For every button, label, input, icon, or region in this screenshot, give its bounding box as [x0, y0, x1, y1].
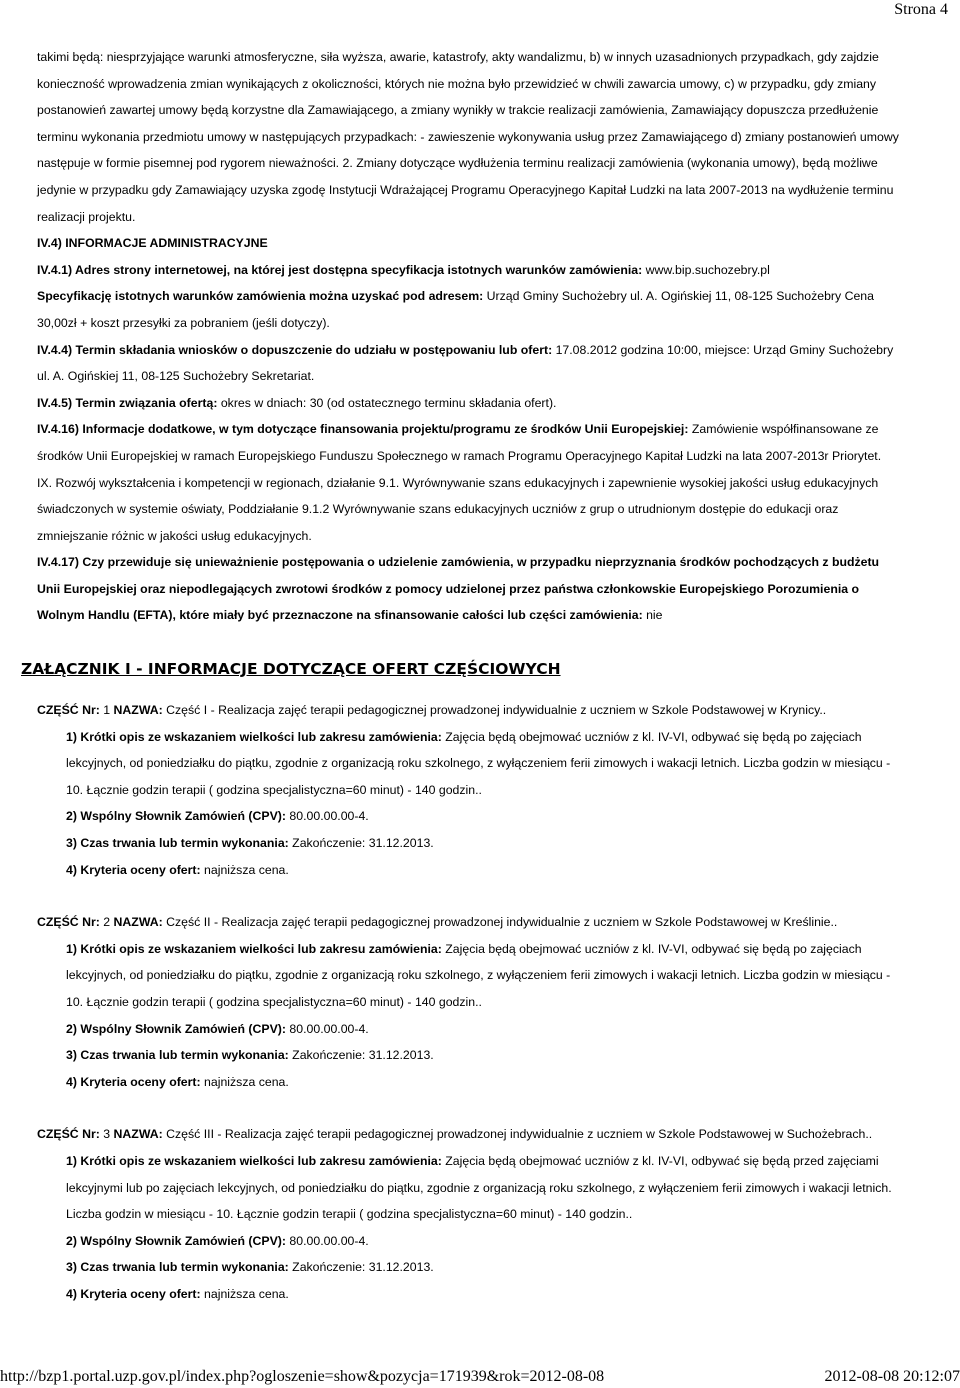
part-criteria: 4) Kryteria oceny ofert: najniższa cena. [66, 1286, 289, 1301]
part-description: 1) Krótki opis ze wskazaniem wielkości lub zakresu zamówienia: Zajęcia będą obejmować uczniów z kl. IV-VI, odbywać się będą po zajęciach [66, 729, 862, 744]
text-line: zmniejszanie różnic w jakości usług edukacyjnych. [37, 528, 312, 543]
footer-timestamp: 2012-08-08 20:12:07 [824, 1368, 960, 1385]
spec-address-field [37, 283, 930, 310]
annulment-question: IV.4.17) Czy przewiduje się unieważnienie postępowania o udzielenie zamówienia, w przypadku nieprzyznania środków pochodzących z budżetu [37, 555, 880, 570]
part-duration: 3) Czas trwania lub termin wykonania: Zakończenie: 31.12.2013. [66, 836, 434, 851]
field-label: IV.4.5) Termin związania ofertą: [37, 395, 218, 410]
field-value: Zamówienie współfinansowane ze [688, 422, 879, 437]
text-line: IX. Rozwój wykształcenia i kompetencji w regionach, działanie 9.1. Wyrównywanie szans edukacyjnych i zapewnienie wysokiej jakości usług edukacyjnych [37, 475, 879, 490]
field-label: IV.4.4) Termin składania wniosków o dopuszczenie do udziału w postępowaniu lub ofert: [37, 342, 553, 357]
part-title: CZĘŚĆ Nr: 1 NAZWA: Część I - Realizacja zajęć terapii pedagogicznej prowadzonej indywidualnie z uczniem w Szkole Podstawowej w Krynicy.. [37, 703, 827, 718]
field-value: nie [642, 608, 663, 623]
text-line: ul. A. Ogińskiej 11, 08-125 Suchożebry Sekretariat. [37, 369, 315, 384]
annulment-question: Wolnym Handlu (EFTA), które miały być przeznaczone na sfinansowanie całości lub części zamówienia: nie [37, 608, 663, 623]
field-value: Urząd Gminy Suchożebry ul. A. Ogińskiej 11, 08-125 Suchożebry Cena [483, 289, 874, 304]
annex-title: ZAŁĄCZNIK I - INFORMACJE DOTYCZĄCE OFERT CZĘŚCIOWYCH [21, 660, 561, 679]
part-duration: 3) Czas trwania lub termin wykonania: Zakończenie: 31.12.2013. [66, 1048, 434, 1063]
text-line: postanowień zawartej umowy będą korzystne dla Zamawiającego, a zmiany wynikły w trakcie realizacji zamówienia, Zamawiający dopuszcza przedłużenie [37, 103, 879, 118]
part-description: 1) Krótki opis ze wskazaniem wielkości lub zakresu zamówienia: Zajęcia będą obejmować uczniów z kl. IV-VI, odbywać się będą przed zajęciami [66, 1153, 879, 1168]
text-line: środków Unii Europejskiej w ramach Europejskiego Funduszu Społecznego w ramach Programu Operacyjnego Kapitał Ludzki na lata 2007-2013r Priorytet. [37, 448, 882, 463]
page-footer [0, 1366, 960, 1388]
part-title: CZĘŚĆ Nr: 2 NAZWA: Część II - Realizacja zajęć terapii pedagogicznej prowadzonej indywidualnie z uczniem w Szkole Podstawowej w Kreślinie.. [37, 915, 838, 930]
website-field [37, 257, 930, 284]
offer-part [37, 909, 930, 1095]
text-line: 10. Łącznie godzin terapii ( godzina specjalistyczna=60 minut) - 140 godzin.. [66, 995, 482, 1009]
text-line: Liczba godzin w miesiącu - 10. Łącznie godzin terapii ( godzina specjalistyczna=60 minut) - 140 godzin.. [66, 1207, 633, 1222]
text-line: lekcyjnych, od poniedziałku do piątku, zgodnie z organizacją roku szkolnego, z wyłączeniem ferii zimowych i wakacji letnich. Liczba godzin w miesiącu - [66, 968, 891, 983]
text-line: takimi będą: niesprzyjające warunki atmosferyczne, siła wyższa, awarie, katastrofy, akty wandalizmu, b) w innych uzasadnionych przypadkach, gdy zajdzie [37, 50, 879, 64]
part-cpv: 2) Wspólny Słownik Zamówień (CPV): 80.00.00.00-4. [66, 1021, 369, 1036]
offer-part [37, 1121, 930, 1307]
website-link[interactable]: www.bip.suchozebry.pl [642, 262, 770, 277]
section-heading: IV.4) INFORMACJE ADMINISTRACYJNE [37, 236, 268, 251]
text-line: jedynie w przypadku gdy Zamawiający uzyska zgodę Instytucji Wdrażającej Programu Operacyjnego Kapitał Ludzki na lata 2007-2013 na wydłużenie terminu [37, 182, 894, 197]
field-label: IV.4.1) Adres strony internetowej, na której jest dostępna specyfikacja istotnych warunków zamówienia: [37, 262, 643, 277]
text-line: świadczonych w systemie oświaty, Poddziałanie 9.1.2 Wyrównywanie szans edukacyjnych uczniów z grup o utrudnionym dostępie do edukacji oraz [37, 502, 839, 517]
document-body [21, 44, 930, 1308]
part-title: CZĘŚĆ Nr: 3 NAZWA: Część III - Realizacja zajęć terapii pedagogicznej prowadzonej indywidualnie z uczniem w Szkole Podstawowej w Suchożebrach.. [37, 1127, 873, 1142]
part-duration: 3) Czas trwania lub termin wykonania: Zakończenie: 31.12.2013. [66, 1260, 434, 1275]
footer-url[interactable]: http://bzp1.portal.uzp.gov.pl/index.php?ogloszenie=show&pozycja=171939&rok=2012-08-08 [0, 1368, 605, 1385]
part-criteria: 4) Kryteria oceny ofert: najniższa cena. [66, 862, 289, 877]
part-cpv: 2) Wspólny Słownik Zamówień (CPV): 80.00.00.00-4. [66, 1233, 369, 1248]
field-value: okres w dniach: 30 (od ostatecznego terminu składania ofert). [217, 395, 557, 410]
text-line: 10. Łącznie godzin terapii ( godzina specjalistyczna=60 minut) - 140 godzin.. [66, 782, 482, 797]
text-line: lekcyjnymi lub po zajęciach lekcyjnych, od poniedziałku do piątku, zgodnie z organizacją roku szkolnego, z wyłączeniem ferii zimowych i wakacji letnich. [66, 1180, 892, 1195]
part-cpv: 2) Wspólny Słownik Zamówień (CPV): 80.00.00.00-4. [66, 809, 369, 824]
text-line: terminu wykonania przedmiotu umowy w następujących przypadkach: - zawieszenie wykonywania usług przez Zamawiającego d) zmiany postanowień umowy [37, 129, 899, 144]
field-value: 17.08.2012 godzina 10:00, miejsce: Urząd Gminy Suchożebry [552, 342, 894, 357]
part-description: 1) Krótki opis ze wskazaniem wielkości lub zakresu zamówienia: Zajęcia będą obejmować uczniów z kl. IV-VI, odbywać się będą po zajęciach [66, 941, 862, 956]
text-line: następuje w formie pisemnej pod rygorem nieważności. 2. Zmiany dotyczące wydłużenia terminu realizacji zamówienia (wykonania umowy), będą możliwe [37, 156, 878, 171]
binding-period-field [37, 390, 930, 417]
text-line: 30,00zł + koszt przesyłki za pobraniem (jeśli dotyczy). [37, 315, 330, 330]
field-label: Specyfikację istotnych warunków zamówienia można uzyskać pod adresem: [37, 289, 484, 304]
text-line: realizacji projektu. [37, 209, 136, 224]
additional-info-field [37, 416, 930, 443]
offer-part [37, 697, 930, 883]
intro-paragraph [37, 44, 930, 230]
deadline-field [37, 337, 930, 364]
text-line: lekcyjnych, od poniedziałku do piątku, zgodnie z organizacją roku szkolnego, z wyłączeniem ferii zimowych i wakacji letnich. Liczba godzin w miesiącu - [66, 756, 891, 771]
field-label: IV.4.16) Informacje dodatkowe, w tym dotyczące finansowania projektu/programu ze środków Unii Europejskiej: [37, 422, 689, 437]
annulment-question: Unii Europejskiej oraz niepodlegających zwrotowi środków z pomocy udzielonej przez państwa członkowskie Europejskiego Porozumienia o [37, 581, 860, 596]
page-number: Strona 4 [894, 1, 948, 18]
text-line: konieczność wprowadzenia zmian wynikających z okoliczności, których nie można było przewidzieć w chwili zawarcia umowy, c) w przypadku, gdy zmiany [37, 76, 877, 91]
part-criteria: 4) Kryteria oceny ofert: najniższa cena. [66, 1074, 289, 1089]
